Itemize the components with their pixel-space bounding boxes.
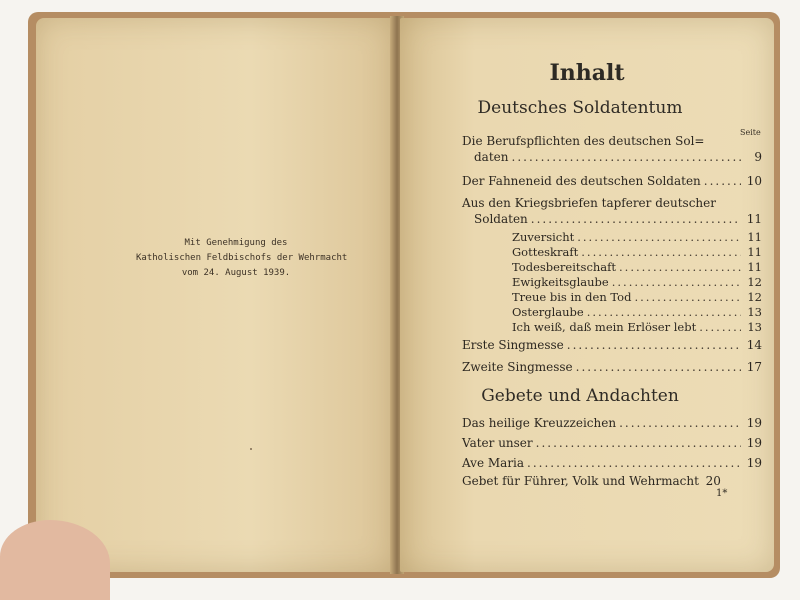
toc-entry	[462, 416, 762, 432]
toc-entry-text: Zweite Singmesse	[462, 360, 573, 374]
leader-dots	[587, 305, 741, 319]
toc-entry	[462, 196, 762, 228]
leader-dots	[577, 230, 741, 244]
toc-subentry-list	[512, 230, 762, 335]
ink-speck	[250, 448, 252, 450]
toc-page-number: 13	[747, 320, 762, 334]
toc-page-number: 11	[747, 230, 762, 244]
toc-subentry-text: Gotteskraft	[512, 245, 579, 259]
approval-line-3: vom 24. August 1939.	[181, 268, 291, 278]
right-page-contents	[400, 18, 774, 572]
leader-dots	[581, 245, 741, 259]
toc-page-number: 20	[705, 474, 721, 488]
toc-page-number: 12	[747, 290, 762, 304]
toc-subentry-text: Todesbereitschaft	[512, 260, 617, 274]
leader-dots	[576, 360, 741, 374]
toc-entry	[462, 338, 762, 354]
toc-subentry	[512, 290, 762, 305]
section-heading-soldatentum: Deutsches Soldatentum	[477, 98, 683, 118]
toc-page-number: 9	[754, 150, 762, 164]
leader-dots	[699, 320, 741, 334]
leader-dots	[634, 290, 741, 304]
toc-subentry-text: Ich weiß, daß mein Erlöser lebt	[512, 320, 697, 334]
leader-dots	[619, 416, 741, 430]
leader-dots	[531, 212, 741, 226]
left-page	[36, 18, 394, 572]
leader-dots	[567, 338, 741, 352]
toc-subentry	[512, 320, 762, 335]
toc-page-number: 13	[747, 305, 762, 319]
approval-line-1: Mit Genehmigung des	[184, 238, 288, 248]
leader-dots	[704, 174, 741, 188]
approval-line-2: Katholischen Feldbischofs der Wehrmacht	[136, 253, 348, 263]
toc-page-number: 10	[746, 174, 762, 188]
toc-subentry	[512, 305, 762, 320]
approval-notice	[136, 236, 348, 281]
toc-page-number: 11	[747, 245, 762, 259]
toc-entry-text: Das heilige Kreuzzeichen	[462, 416, 617, 430]
toc-entry-text: Der Fahneneid des deutschen Soldaten	[462, 174, 701, 188]
toc-page-number: 12	[747, 275, 762, 289]
toc-entry-text: Aus den Kriegsbriefen tapferer deutscher	[462, 196, 716, 210]
toc-entry-text: Gebet für Führer, Volk und Wehrmacht	[462, 474, 699, 488]
open-prayer-book	[28, 12, 780, 578]
toc-entry	[462, 360, 762, 376]
toc-subentry	[512, 245, 762, 260]
toc-subentry	[512, 230, 762, 245]
toc-subentry-text: Ewigkeitsglaube	[512, 275, 609, 289]
toc-entry	[462, 456, 762, 472]
leader-dots	[536, 436, 741, 450]
toc-entry-text: Ave Maria	[462, 456, 525, 470]
toc-entry-text-cont: Soldaten	[474, 212, 528, 226]
toc-page-number: 19	[746, 456, 762, 470]
seite-label: Seite	[740, 128, 761, 137]
section-heading-gebete: Gebete und Andachten	[481, 386, 679, 406]
toc-page-number: 11	[746, 212, 762, 226]
toc-subentry-text: Treue bis in den Tod	[512, 290, 632, 304]
leader-dots	[527, 456, 741, 470]
toc-page-number: 19	[746, 416, 762, 430]
toc-entry-text-cont: daten	[474, 150, 509, 164]
leader-dots	[619, 260, 741, 274]
toc-entry-text: Erste Singmesse	[462, 338, 564, 352]
signature-mark: 1*	[716, 488, 728, 499]
toc-entry	[462, 174, 762, 190]
toc-subentry-text: Zuversicht	[512, 230, 575, 244]
page-title: Inhalt	[549, 60, 625, 86]
toc-entry-text: Die Berufspflichten des deutschen Sol=	[462, 134, 705, 148]
toc-entry	[462, 134, 762, 166]
toc-entry-text: Vater unser	[462, 436, 533, 450]
leader-dots	[612, 275, 741, 289]
toc-page-number: 11	[747, 260, 762, 274]
toc-subentry-text: Osterglaube	[512, 305, 584, 319]
toc-entry	[462, 436, 762, 452]
toc-subentry	[512, 260, 762, 275]
toc-page-number: 17	[746, 360, 762, 374]
toc-page-number: 19	[746, 436, 762, 450]
toc-page-number: 14	[746, 338, 762, 352]
toc-subentry	[512, 275, 762, 290]
leader-dots	[512, 150, 742, 164]
